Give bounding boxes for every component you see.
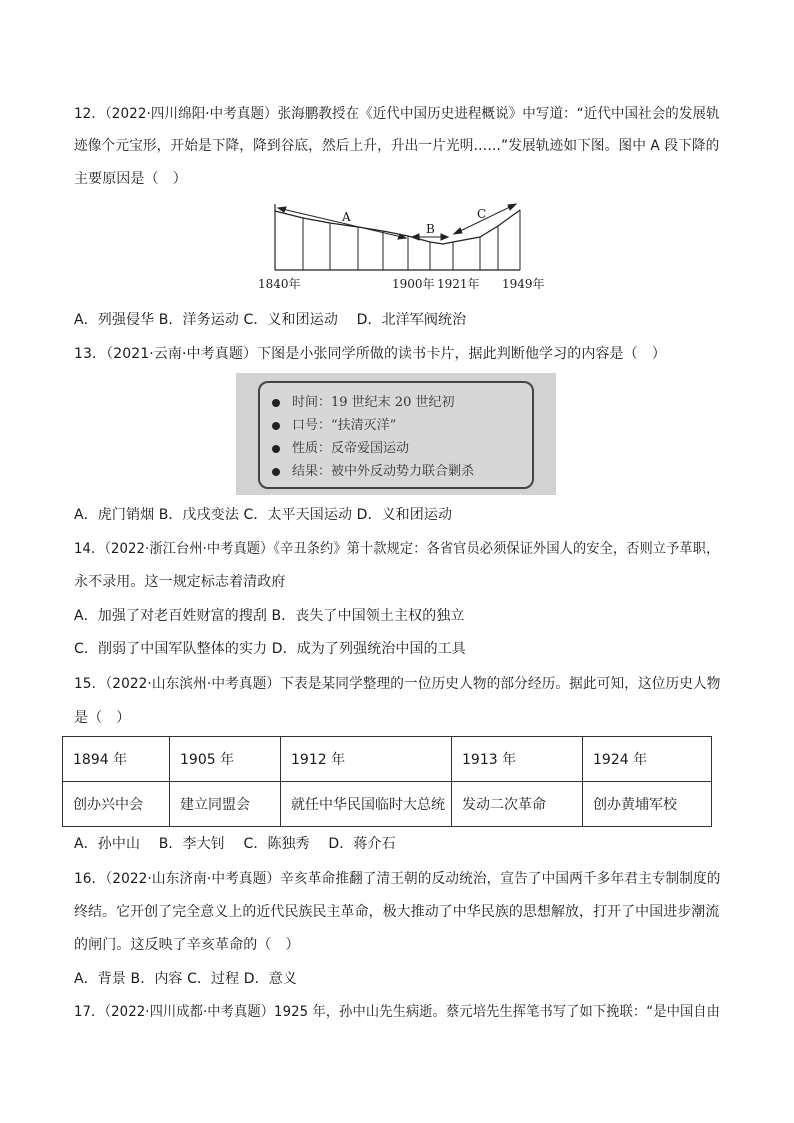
q12-development-trajectory-figure	[258, 196, 548, 292]
table-cell: 发动二次革命	[452, 782, 583, 827]
q13-card-item-nature: 性质：反帝爱国运动	[272, 437, 409, 456]
q12-year-label-1900: 1900年	[392, 277, 435, 291]
table-cell: 创办黄埔军校	[583, 782, 712, 827]
q12-options: A．列强侵华 B．洋务运动 C．义和团运动 D．北洋军阀统治	[74, 312, 467, 328]
table-cell: 1924 年	[583, 737, 712, 782]
table-cell: 1912 年	[281, 737, 452, 782]
bullet-icon	[272, 468, 280, 476]
q13-text-line1: 13．（2021·云南·中考真题）下图是小张同学所做的读书卡片，据此判断他学习的内容是（ ）	[74, 346, 666, 362]
q12-segment-label-a: A	[342, 210, 351, 224]
bullet-icon	[272, 445, 280, 453]
q16-text-line2: 终结。它开创了完全意义上的近代民族民主革命，极大推动了中华民族的思想解放，打开了中国进步潮流	[74, 904, 720, 920]
q15-experience-table	[62, 736, 712, 827]
q15-text-line2: 是（ ）	[74, 710, 131, 726]
q14-text-line2: 永不录用。这一规定标志着清政府	[74, 574, 286, 590]
table-cell: 就任中华民国临时大总统	[281, 782, 452, 827]
bullet-icon	[272, 399, 280, 407]
q12-segment-label-c: C	[477, 207, 487, 221]
bullet-icon	[272, 422, 280, 430]
table-row-events	[63, 782, 712, 827]
q12-year-label-1840: 1840年	[258, 277, 301, 291]
q14-options-cd: C．削弱了中国军队整体的实力 D．成为了列强统治中国的工具	[74, 641, 466, 657]
q16-text-line3: 的闸门。这反映了辛亥革命的（ ）	[74, 937, 300, 953]
q12-text-line1: 12．（2022·四川绵阳·中考真题）张海鹏教授在《近代中国历史进程概说》中写道：“近代中国社会的发展轨	[74, 106, 720, 122]
q15-text-line1: 15．（2022·山东滨州·中考真题）下表是某同学整理的一位历史人物的部分经历。据此可知，这位历史人物	[74, 676, 721, 692]
q12-year-label-1921: 1921年	[437, 277, 480, 291]
table-cell: 建立同盟会	[170, 782, 281, 827]
q12-segment-label-b: B	[426, 222, 435, 236]
q13-reading-card-image	[236, 373, 556, 495]
q14-text-line1: 14．（2022·浙江台州·中考真题）《辛丑条约》第十款规定：各省官员必须保证外国人的安全，否则立予革职，	[74, 541, 720, 557]
table-cell: 创办兴中会	[63, 782, 170, 827]
q13-card-item-time: 时间：19 世纪末 20 世纪初	[272, 391, 454, 410]
q13-options: A．虎门销烟 B．戊戌变法 C．太平天国运动 D．义和团运动	[74, 507, 453, 523]
q13-reading-card	[258, 381, 534, 489]
q16-options: A．背景 B．内容 C．过程 D．意义	[74, 971, 297, 987]
table-row-years	[63, 737, 712, 782]
q15-options: A．孙中山 B．李大钊 C．陈独秀 D．蒋介石	[74, 836, 396, 852]
table-cell: 1894 年	[63, 737, 170, 782]
q12-year-label-1949: 1949年	[502, 277, 545, 291]
table-cell: 1913 年	[452, 737, 583, 782]
q14-options-ab: A．加强了对老百姓财富的搜刮 B．丧失了中国领土主权的独立	[74, 608, 465, 624]
q12-text-line3: 主要原因是（ ）	[74, 171, 187, 187]
q13-card-item-slogan: 口号：“扶清灭洋”	[272, 414, 396, 433]
q17-text-line1: 17．（2022·四川成都·中考真题）1925 年，孙中山先生病逝。蔡元培先生挥笔书写了如下挽联：“是中国自由	[74, 1004, 721, 1020]
q13-card-item-result: 结果：被中外反动势力联合剿杀	[272, 460, 474, 479]
table-cell: 1905 年	[170, 737, 281, 782]
q16-text-line1: 16．（2022·山东济南·中考真题）辛亥革命推翻了清王朝的反动统治，宣告了中国两千多年君主专制制度的	[74, 871, 721, 887]
q12-text-line2: 迹像个元宝形，开始是下降，降到谷底，然后上升，升出一片光明……”发展轨迹如下图。图中 A 段下降的	[74, 138, 720, 154]
